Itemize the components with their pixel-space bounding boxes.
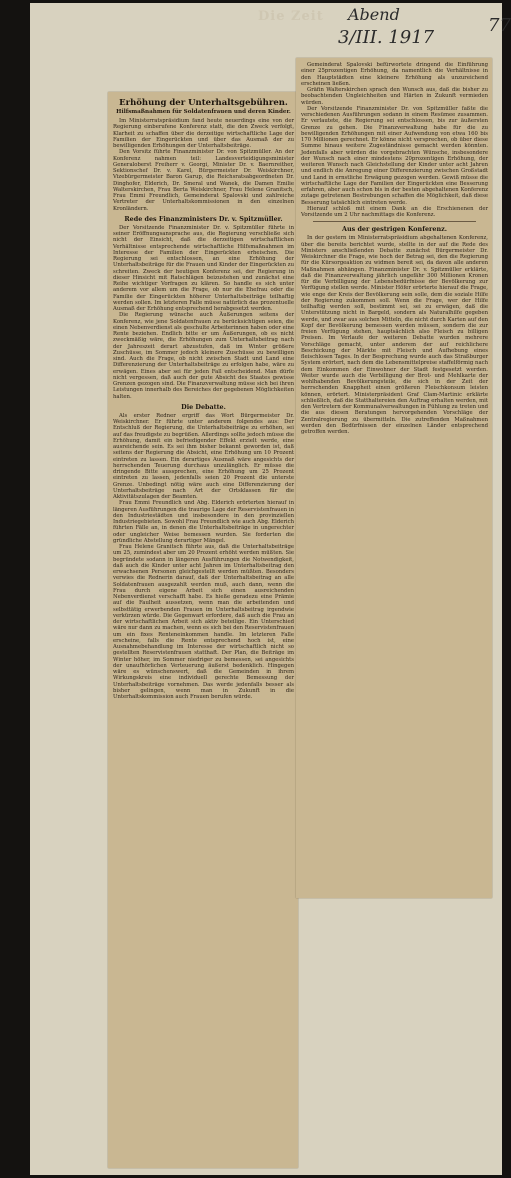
newspaper-name: Die Zeit — [258, 9, 324, 24]
article-title: Erhöhung der Unterhaltsgebühren. — [119, 98, 288, 108]
paragraph: Frau Helene Granitsch führte aus, daß die Unterhaltsbeiträge um 25, zumindest aber um 20 Prozent erhöht werden müßten. Sie begründete sodann in längeren Ausführungen die Notwendigkeit, daß auch die Kinder unter acht Jahren im Unterhaltsbeitrag den erwachsenen Personen gleichgestellt werden müßten. Besonders verwies die Rednerin darauf, daß der Unterhaltsbeitrag an alle Soldatenfrauen ausgezahlt werden muß, auch dann, wenn die Frau durch eigene Arbeit sich einen ausreichenden Nebenverdienst verschafft habe. Es hieße geradezu eine Prämie auf die Faulheit aussetzen, wenn man die arbeitenden und selbsttätig erwerbenden Frauen im Unterhaltsbeitrag irgendwie verkürzen würde. Die Gegenwart erfordere, daß auch die Frau an der wirtschaftlichen Arbeit sich aktiv beteilige. Ein Unterschied wäre nur dann zu machen, wenn es sich bei den Reservistenfrauen um ein fixes Renteneinkommen handle. Im letzteren Falle erscheine, falls die Rente entsprechend hoch ist, eine Ausnahmebehandlung im Interesse der wirtschaftlich nicht so gestellten Reservistenfrauen statthaft. Der Plan, die Beiträge im Winter höher, im Sommer niedriger zu bemessen, sei angesichts der unaufhörlichen Verteuerung äußerst bedenklich. Hingegen wäre es wünschenswert, daß die Gemeinden in ihrem Wirkungskreis eine individuell gerechte Bemessung der Unterhaltsbeiträge vornehmen. Das werde jedenfalls besser als bisher gelingen, wenn man in Zukunft in die Unterhaltskommission auch Frauen berufen würde. — [113, 544, 294, 700]
clipping-left-column — [108, 92, 298, 1168]
paragraph: Gemeinderat Spalovski befürwortete dringend die Einführung einer 25prozentigen Erhöhung, da namentlich die Verhältnisse in den Hauptstädten eine kleinere Erhöhung als unzureichend erscheinen ließen. — [301, 62, 488, 87]
section-heading-speech: Rede des Finanzministers Dr. v. Spitzmüller. — [124, 214, 283, 223]
paragraph: Gräfin Walterskirchen sprach den Wunsch aus, daß die bisher zu beobachtenden Ungleichheiten und Härten in Zukunft vermieden würden. — [301, 87, 488, 106]
left-column-text — [113, 96, 294, 1164]
handwritten-date: 3/III. 1917 — [338, 27, 435, 48]
paragraph: Der Vorsitzende Finanzminister Dr. v. Spitzmüller führte in seiner Eröffnungsansprache aus, die Regierung verschließe sich nicht der Einsicht, daß die derzeitigen wirtschaftlichen Verhältnisse entsprechende wirtschaftliche Hilfsmaßnahmen im Interesse der Familien der Eingerückten erheischen. Die Regierung sei entschlossen, an eine Erhöhung der Unterhaltsbeiträge für die Frauen und Kinder der Eingerückten zu schreiten. Zweck der heutigen Konferenz sei, der Regierung in dieser Hinsicht mit Ratschlägen beizustehen und zunächst eine Reihe wichtiger Vorfragen zu klären. So handle es sich unter anderem vor allem um die Frage, ob nur die Ehefrau oder die Familie der Eingerückten höherer Unterhaltsbeiträge teilhaftig werden sollen. Im letzteren Falle müsse natürlich das prozentuelle Ausmaß der Erhöhung entsprechend herabgesetzt werden. — [113, 224, 294, 312]
section-heading-debate: Die Debatte. — [181, 402, 226, 411]
paragraph: Der Vorsitzende Finanzminister Dr. von Spitzmüller faßte die verschiedenen Ausführungen sodann in einem Resümee zusammen. Er verlautete, die Regierung sei entschlossen, bis zur äußersten Grenze zu gehen. Die Finanzverwaltung habe für die zu bewilligenden Erhöhungen mit einer Aufwendung von etwa 160 bis 170 Millionen gerechnet. Er könne nicht versprechen, ob über diese Summe hinaus weitere Zugeständnisse gemacht werden könnten. Jedenfalls aber würden die vorgebrachten Wünsche, insbesondere der Wunsch nach einer mindestens 20prozentigen Erhöhung, der weiteren Wunsch nach Gleichstellung der Kinder unter acht Jahren und endlich die Anregung einer Differenzierung zwischen Großstadt und Land in ernstliche Erwägung gezogen werden. Gewiß müsse die wirtschaftliche Lage der Familien der Eingerückten eine Besserung erfahren, aber auch schon bis in der besten abgehaltenen Konferenz zutage getretenen Bestrebungen schaffen die Möglichkeit, daß diese Besserung tatsächlich eintreten werde. — [301, 105, 488, 206]
handwritten-page-number: 77 — [488, 15, 511, 36]
paragraph: Die Regierung wünsche auch Äußerungen seitens der Konferenz, wie jene Soldatenfrauen zu berücksichtigen seien, die einen Nebenverdienst als geschulte Arbeiterinnen haben oder eine Rente beziehen. Endlich bitte er um Äußerungen, ob es nicht zweckmäßig wäre, die Erhöhungen zum Unterhaltsbeitrag nach der Jahreszeit derart abzustufen, daß im Winter größere Zuschüsse, im Sommer jedoch kleinere Zuschüsse zu bewilligen sind. Auch die Frage, ob nicht zwischen Stadt und Land eine Differenzierung der Unterhaltsbeiträge zu erfolgen habe, wäre zu erwägen. Eines aber sei für jeden Fall entscheidend. Man dürfe nicht vergessen, daß auch der gute Absicht des Staates gewisse Grenzen gezogen sind. Die Finanzverwaltung müsse sich bei ihren Leistungen innerhalb des Bereiches der gegebenen Möglichkeiten halten. — [113, 312, 294, 400]
handwritten-name: Abend — [348, 5, 400, 24]
article-intro: Im Ministerratspräsidium fand heute neuerdings eine von der Regierung einberufene Konferenz statt, die den Zweck verfolgt, Klarheit zu schaffen über die derzeitige wirtschaftliche Lage der Familien der Eingerückten und über das Ausmaß der zu bewilligenden Erhöhungen der Unterhaltsbeiträge. — [113, 118, 294, 149]
article-attendees: Den Vorsitz führte Finanzminister Dr. von Spitzmüller. An der Konferenz nahmen teil: Landesverteidigungsminister Generaloberst Freiherr v. Georgi, Minister Dr. v. Baernreither, Sektionschef Dr. v. Karel, Bürgermeister Dr. Weiskirchner, Vizebürgermeister Baron Garup, die Reichsratsabgeordneten Dr. Dinghofer, Elderich, Dr. Smeral und Wanek, die Damen Emilie Walterskirchen, Frau Berta Weiskirchner, Frau Helene Granitsch, Frau Emmi Freundlich, Gemeinderat Spalovski und zahlreiche Vertreter der Unterhaltskommissionen in den einzelnen Kronländern. — [113, 149, 294, 212]
paragraph: Frau Emmi Freundlich und Abg. Elderich erörterten hierauf in längeren Ausführungen die traurige Lage der Reservistenfrauen in den Industriestädten und insbesondere in den provinziellen Industriegebieten. Sowohl Frau Freundlich wie auch Abg. Elderich führten Fälle an, in denen die Unterhaltsbeiträge in ungerechter oder ungleicher Weise bemessen wurden. Sie forderten die gründliche Abstellung derartiger Mängel. — [113, 500, 294, 544]
clipping-right-column — [296, 58, 492, 898]
right-column-text — [301, 62, 488, 894]
article-subtitle: Hilfsmaßnahmen für Soldatenfrauen und deren Kinder. — [116, 109, 291, 115]
divider — [313, 221, 476, 222]
paragraph: In der gestern im Ministerratspräsidium abgehaltenen Konferenz, über die bereits berichtet wurde, stellte in der auf die Rede des Ministers anschließenden Debatte zunächst Bürgermeister Dr. Weiskirchner die Frage, wie hoch der Betrag sei, den die Regierung für die Kürsorgeaktion zu widmen bereit sei, da davon alle anderen Maßnahmen abhängen. Finanzminister Dr. v. Spitzmüller erklärte, daß die Finanzverwaltung jährlich ungefähr 300 Millionen Kronen für die Verbilligung der Lebensbedürfnisse der Bevölkerung zur Verfügung stellen werde. Minister Höfer erörterte hierauf die Frage, wie enge der Kreis der Bevölkerung sein solle, dem die soziale Hilfe der Regierung zukommen soll. Wenn die Frage, wer der Hilfe teilhaftig werden soll, bestimmt sei, sei zu erwägen, daß die Unterstützung nicht in Bargeld, sondern als Naturalhilfe gegeben werde, und zwar aus solchen Mitteln, die nicht durch Karten auf den Kopf der Bevölkerung bemessen werden müssen, sondern die zur freien Verfügung stehen, hauptsächlich also Fleisch zu billigen Preisen. Im Verlaufe der weiteren Debatte wurden mehrere Vorschläge gemacht, unter anderem der auf reichlichere Beschickung der Märkte mit Fleisch und Aufhebung eines fleischlosen Tages. In der Besprechung wurde auch das Straßburger System erörtert, nach dem die Lebensmittelpreise staffelförmig nach dem Einkommen der Einwohner der Stadt festgesetzt werden. Weiter wurde auch die Verbilligung der Brot- und Mehlkarte der wohlhabenden Bevölkerungsteile, die sich in der Zeit der herrschenden Knappheit einen größeren Fleischkonsum leisten können, erörtert. Ministerpräsident Graf Clam-Martinic erklärte schließlich, daß die Statthaltereien den Auftrag erhalten werden, mit den Vertretern der Kommunalverwaltungen in Fühlung zu treten und die aus diesen Beratungen hervorgehenden Vorschläge der Zentralregierung zu übermitteln. Die zutreffenden Maßnahmen werden den Bedürfnissen der einzelnen Länder entsprechend getroffen werden. — [301, 235, 488, 435]
section-heading-yesterday: Aus der gestrigen Konferenz. — [342, 225, 447, 234]
paragraph: Hierauf schloß mit einem Dank an die Erschienenen der Vorsitzende um 2 Uhr nachmittags die Konferenz. — [301, 205, 488, 218]
paragraph: Als erster Redner ergriff das Wort Bürgermeister Dr. Weiskirchner. Er führte unter anderem folgendes aus: Der Entschluß der Regierung, die Unterhaltsbeiträge zu erhöhen, sei auf das freudigste zu begrüßen. Allerdings sollte jedoch müsse die Erhöhung, damit ein befriedigender Effekt erzielt werde, eine ausreichende sein. Es sei ihm bisher bekannt geworden ist, daß seitens der Regierung die Absicht, eine Erhöhung um 10 Prozent eintreten zu lassen. Ein derartiges Ausmaß wäre angesichts der herrschenden Teuerung durchaus unzulänglich. Er müsse die dringende Bitte aussprechen, eine Erhöhung um 25 Prozent eintreten zu lassen, jedenfalls seien 20 Prozent die unterste Grenze. Unbedingt nötig wäre auch eine Differenzierung der Unterhaltsbeiträge nach Art der Ortsklassen für die Aktivitätszulagen der Beamten. — [113, 412, 294, 500]
